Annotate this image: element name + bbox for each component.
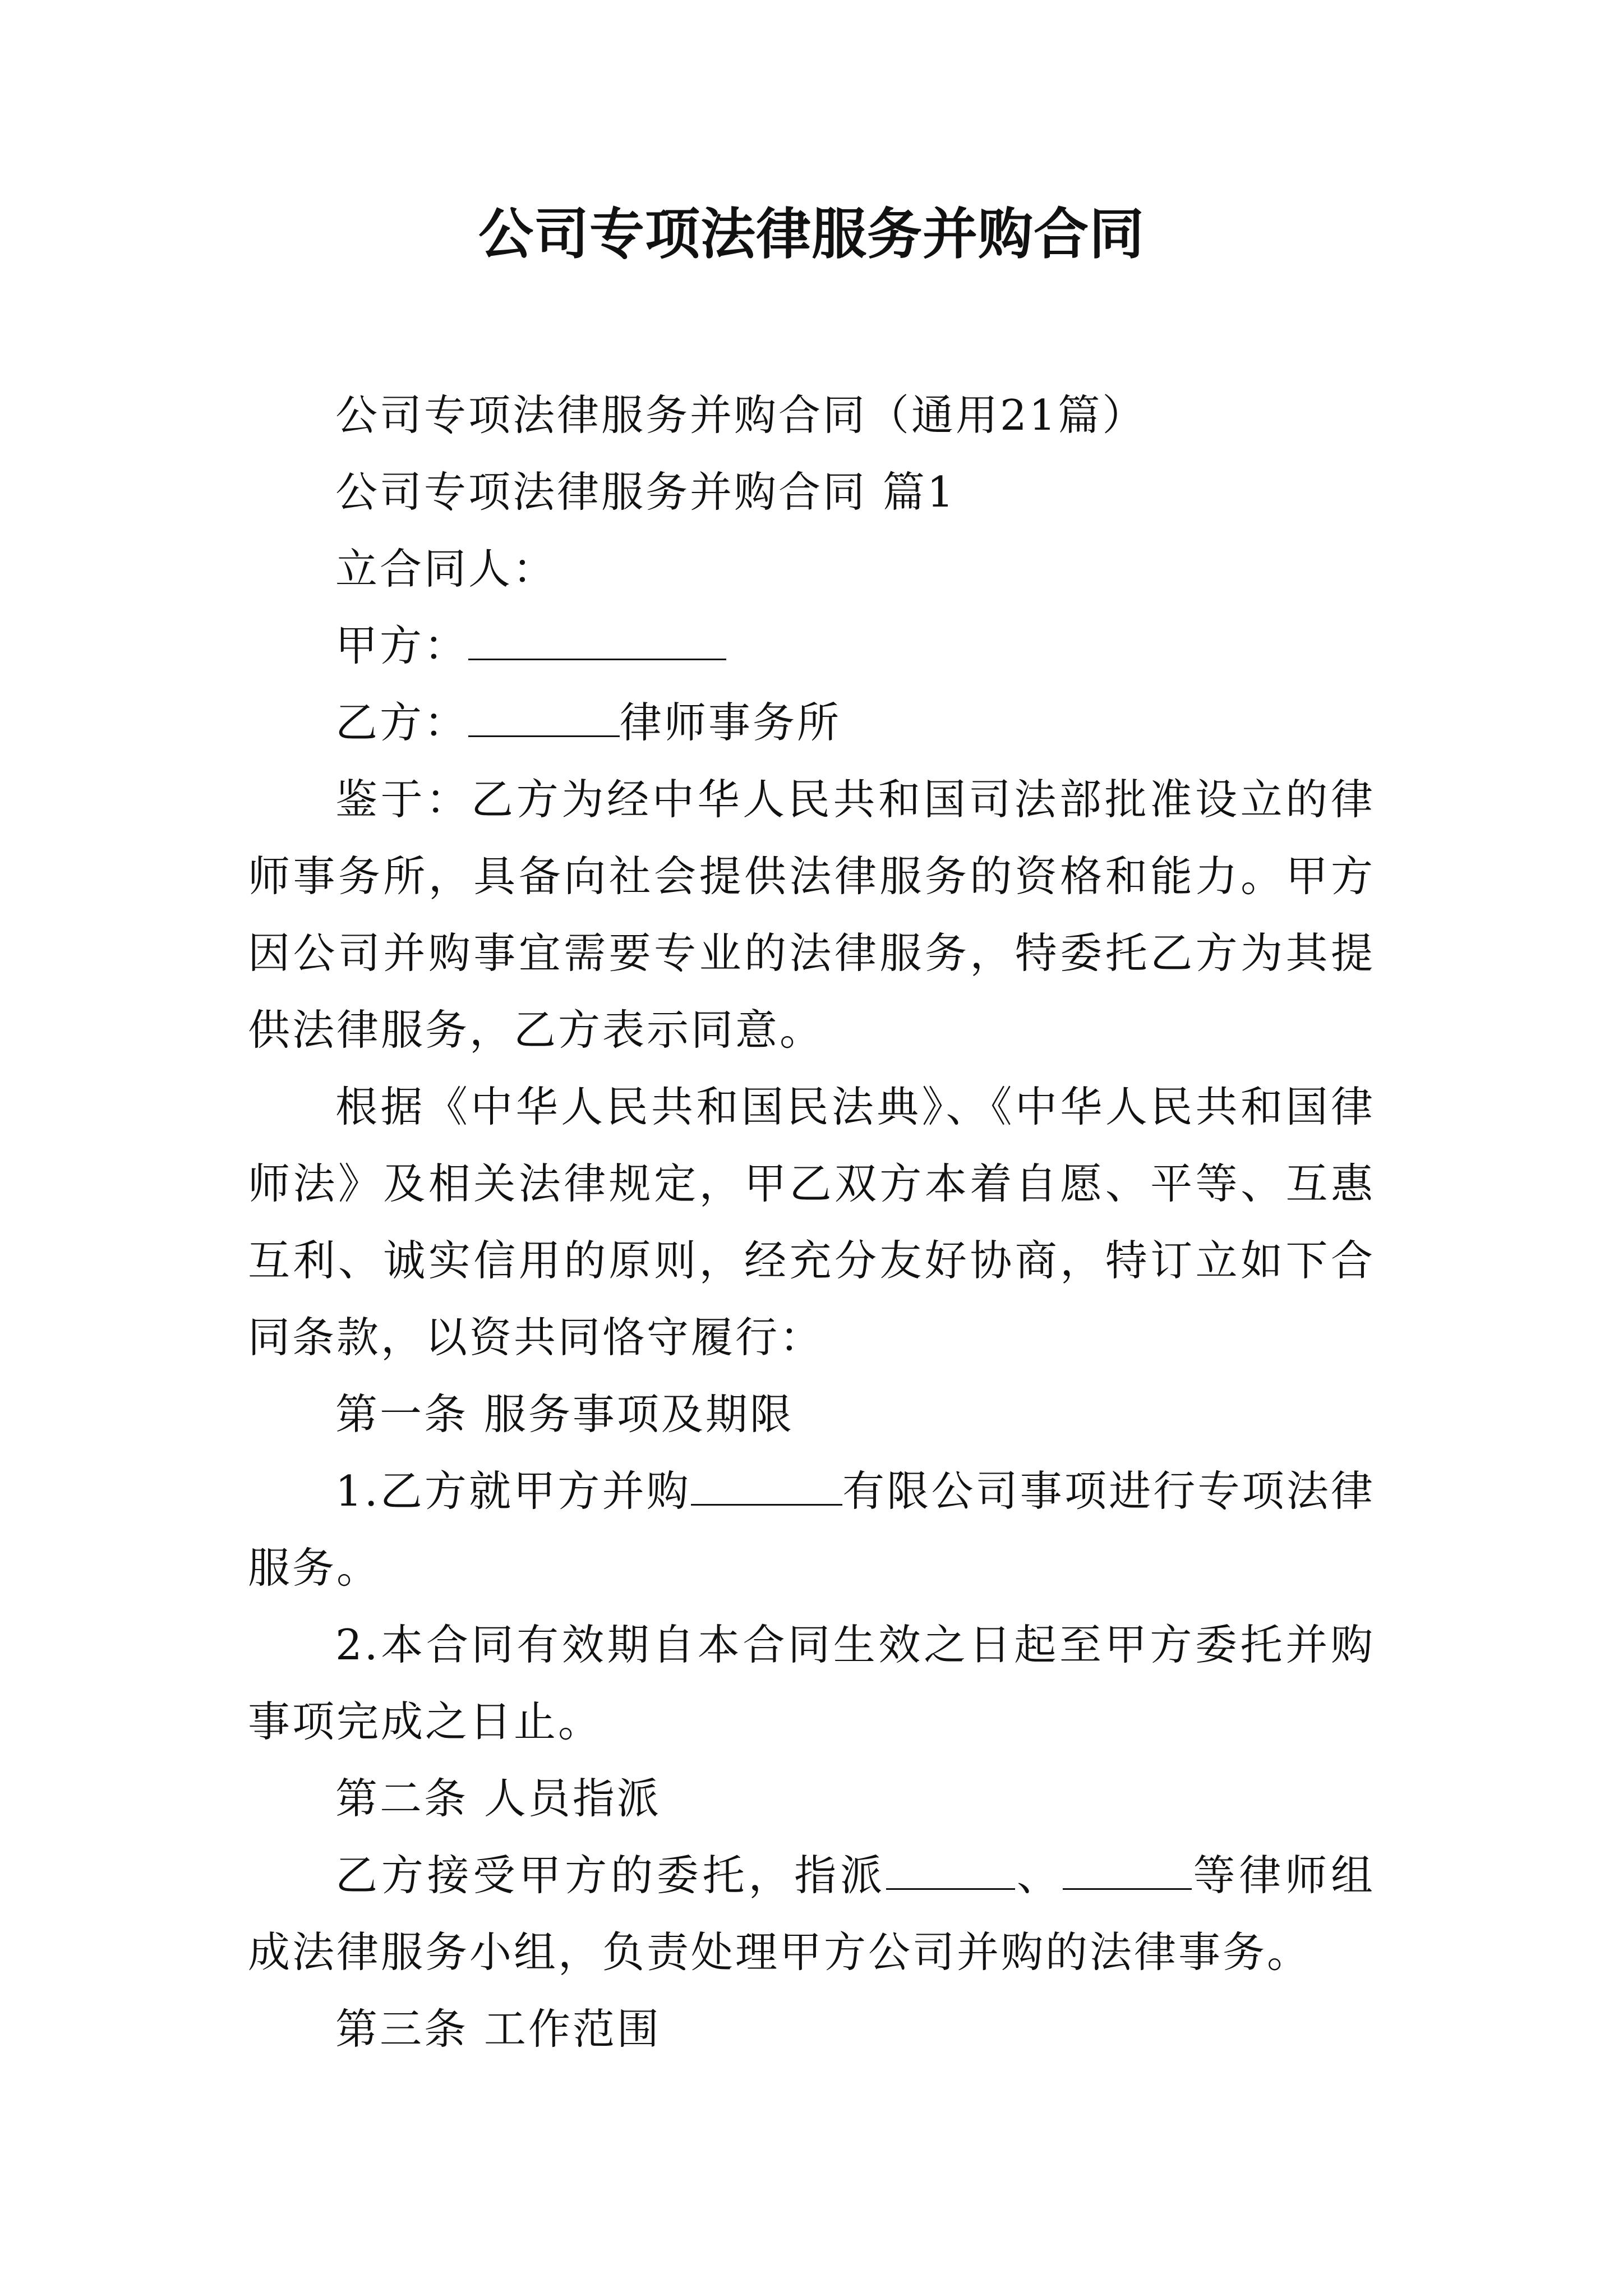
- document-title: 公司专项法律服务并购合同: [478, 202, 1145, 266]
- document-subtitle: 公司专项法律服务并购合同（通用21篇）: [335, 390, 1147, 440]
- party-b-line: [248, 684, 1375, 761]
- document-body: [248, 377, 1375, 2068]
- lawyer2-blank: [1063, 1853, 1192, 1890]
- article2-suffix: 等律师组成法律服务小组，负责处理甲方公司并购的法律事务。: [248, 1851, 1375, 1977]
- basis-paragraph: 根据《中华人民共和国民法典》、《中华人民共和国律师法》及相关法律规定，甲乙双方本着自愿、平等、互惠互利、诚实信用的原则，经充分友好协商，特订立如下合同条款，以资共同恪守履行：: [248, 1082, 1375, 1362]
- party-b-suffix: 律师事务所: [620, 698, 842, 747]
- article2-paragraph: [248, 1837, 1375, 1991]
- article1-item2: 2.本合同有效期自本合同生效之日起至甲方委托并购事项完成之日止。: [248, 1620, 1375, 1746]
- article2-separator: 、: [1015, 1851, 1063, 1900]
- recital-paragraph: 鉴于：乙方为经中华人民共和国司法部批准设立的律师事务所，具备向社会提供法律服务的资格和能力。甲方因公司并购事宜需要专业的法律服务，特委托乙方为其提供法律服务，乙方表示同意。: [248, 775, 1375, 1055]
- target-company-blank: [691, 1469, 842, 1506]
- parties-label: 立合同人：: [335, 544, 557, 593]
- article1-item1-prefix: 1.乙方就甲方并购: [335, 1466, 691, 1516]
- article2-prefix: 乙方接受甲方的委托，指派: [335, 1851, 886, 1900]
- party-b-label: 乙方：: [335, 698, 469, 747]
- party-a-line: [248, 608, 1375, 684]
- article1-item1: [248, 1453, 1375, 1607]
- lawyer1-blank: [886, 1853, 1015, 1890]
- article1-heading: 第一条 服务事项及期限: [335, 1389, 794, 1439]
- chapter-heading: 公司专项法律服务并购合同 篇1: [335, 467, 956, 517]
- article2-heading: 第二条 人员指派: [335, 1774, 661, 1823]
- party-a-label: 甲方：: [335, 621, 469, 670]
- party-b-blank: [468, 701, 620, 737]
- party-a-blank: [468, 624, 726, 660]
- article3-heading: 第三条 工作范围: [335, 2004, 661, 2054]
- article1-item1-suffix: 有限公司事项进行专项法律服务。: [248, 1466, 1375, 1593]
